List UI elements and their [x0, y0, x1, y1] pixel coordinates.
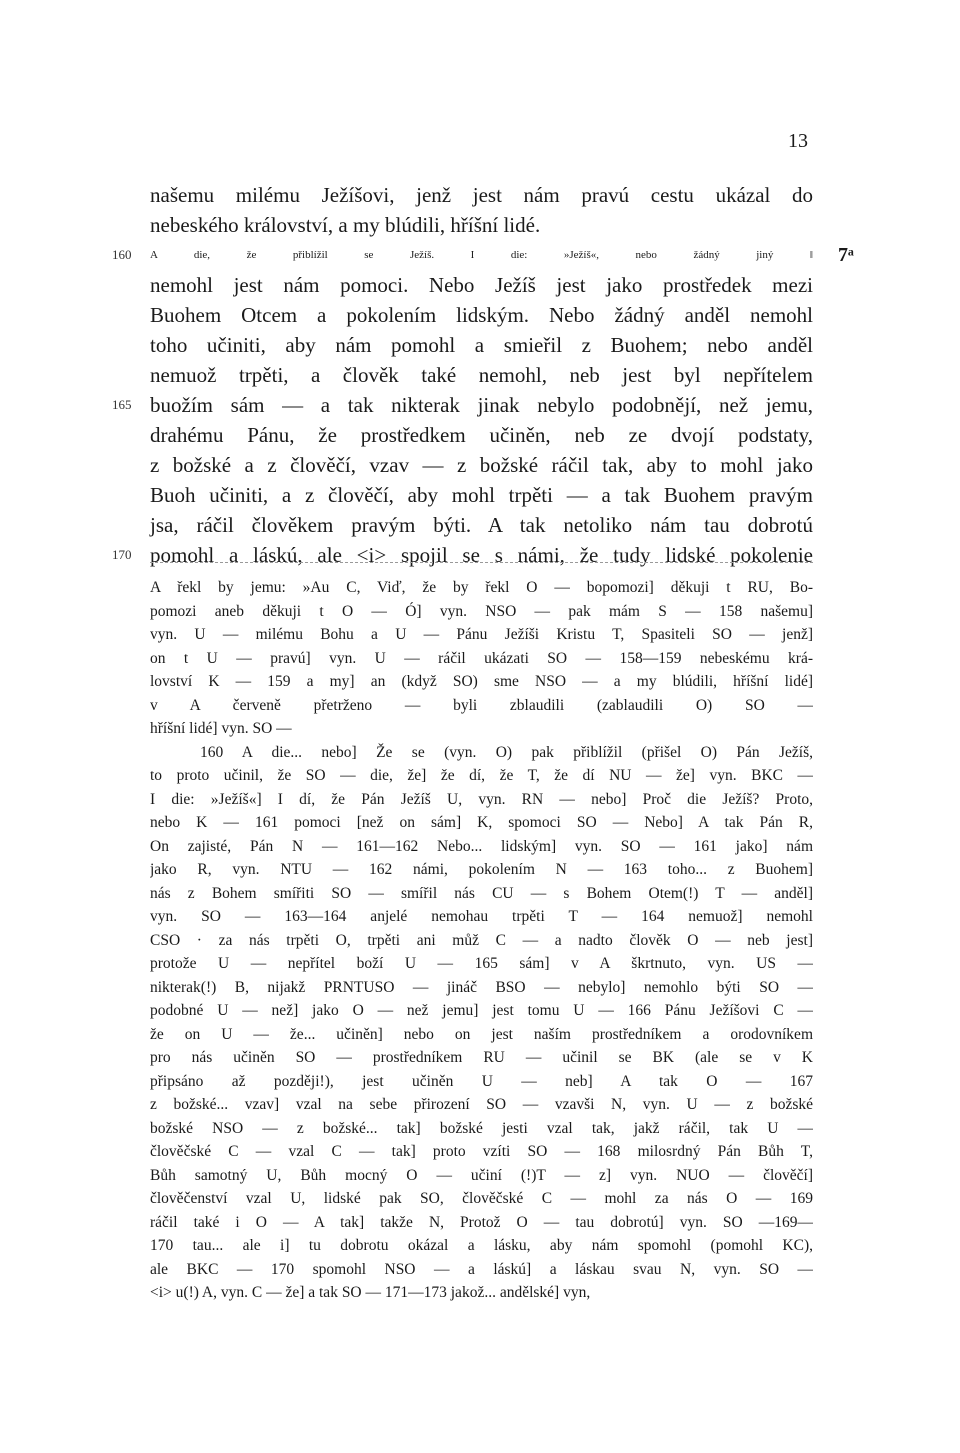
line-text: Buoh učiniti, a z člověčí, aby mohl trpěti — a tak Buohem pravým	[150, 483, 813, 507]
apparatus-line: A řekl by jemu: »Au C, Viď, že by řekl O — bopomozi] děkuji t RU, Bo-	[150, 579, 813, 596]
line-text: toho učiniti, aby nám pomohl a smieřil z Buohem; nebo anděl	[150, 333, 813, 357]
apparatus-line: lovství K — 159 a my] an (když SO) sme NSO — a my blúdili, hříšní lidé]	[150, 673, 813, 690]
apparatus-line: božské NSO — z božské... tak] božské jesti vzal tak, jakž ráčil, tak U —	[150, 1119, 813, 1137]
apparatus-line: CSO · za nás trpěti O, trpěti ani můž C — a nadto člověk O — neb jest]	[150, 931, 813, 949]
apparatus-line: pro nás učiněn SO — prostředníkem RU — učinil se BK (ale se v K	[150, 1049, 813, 1066]
line-text: nebeského království, a my blúdili, hříšní lidé.	[150, 213, 541, 237]
apparatus-line: hříšní lidé] vyn. SO —	[150, 720, 292, 737]
apparatus-line: nikterak(!) B, nijakž PRNTUSO — jináč BSO — nebylo] nemohlo býti SO —	[150, 978, 813, 996]
apparatus-line: ráčil také i O — A tak] takže N, Protož O — tau dobrotú] vyn. SO —169—	[150, 1213, 813, 1231]
apparatus-line: 170 tau... ale i] tu dobrotu okázal a lásku, aby nám spomohl (pomohl KC),	[150, 1237, 813, 1254]
page-number: 13	[788, 130, 808, 152]
text-line	[150, 450, 813, 480]
apparatus-line: připsáno až později!), jest učiněn U — neb] A tak O — 167	[150, 1072, 813, 1090]
apparatus-line: <i> u(!) A, vyn. C — že] a tak SO — 171—173 jakož... andělské] vyn,	[150, 1284, 591, 1301]
text-line	[112, 540, 813, 570]
apparatus-line: nebo K — 161 pomoci [než on sám] K, spomoci SO — Nebo] A tak Pán R,	[150, 814, 813, 831]
apparatus-line: vyn. SO — 163—164 anjelé nemohau trpěti T — 164 nemuož] nemohl	[150, 908, 813, 925]
line-text: z božské a z člověčí, vzav — z božské ráčil tak, aby to mohl jako	[150, 453, 813, 477]
text-line	[150, 480, 813, 510]
line-number: 165	[112, 397, 132, 412]
apparatus-line: pomozi aneb děkuji t O — Ó] vyn. NSO — pak mám S — 158 našemu]	[150, 602, 813, 620]
line-text: nemuož trpěti, a člověk také nemohl, neb jest byl nepřítelem	[150, 363, 813, 387]
text-line	[150, 420, 813, 450]
text-line	[112, 240, 854, 270]
apparatus-line: 160 A die... nebo] Že se (vyn. O) pak přiblížil (přišel O) Pán Ježíš,	[200, 743, 813, 761]
folio-marker: 7ᵃ	[838, 244, 854, 266]
apparatus-line: člověčské C — vzal C — tak] proto vzíti SO — 168 milosrdný Pán Bůh T,	[150, 1143, 813, 1160]
apparatus-line: vyn. U — milému Bohu a U — Pánu Ježíši Kristu T, Spasiteli SO — jenž]	[150, 626, 813, 643]
footnote-divider	[150, 562, 813, 563]
apparatus-line: z božské... vzav] vzal na sebe přirození SO — vzavši N, vyn. U — z božské	[150, 1096, 813, 1113]
text-line	[150, 270, 813, 300]
apparatus-line: to proto učinil, že SO — die, že] že dí, že T, že dí NU — že] vyn. BKC —	[150, 767, 813, 784]
line-text: našemu milému Ježíšovi, jenž jest nám pravú cestu ukázal do	[150, 183, 813, 207]
line-text: A die, že přiblížil se Ježíš. I die: »Ježíš«, nebo žádný jiný ‖	[150, 249, 813, 261]
apparatus-line: v A červeně přetrženo — byli zblaudili (zablaudili O) SO —	[150, 696, 813, 714]
main-text	[112, 180, 854, 570]
critical-apparatus	[150, 576, 813, 1305]
apparatus-line: I die: »Ježíš«] I dí, že Pán Ježíš U, vyn. RN — nebo] Proč die Ježíš? Proto,	[150, 790, 813, 808]
line-text: buožím sám — a tak nikterak jinak nebylo podobnějí, než jemu,	[150, 393, 813, 417]
text-line	[112, 390, 813, 420]
text-line	[150, 360, 813, 390]
line-number: 160	[112, 247, 132, 262]
line-text: nemohl jest nám pomoci. Nebo Ježíš jest jako prostředek mezi	[150, 273, 813, 297]
text-line	[150, 180, 813, 210]
apparatus-line: člověčenství vzal U, lidské pak SO, člověčské C — mohl za nás O — 169	[150, 1190, 813, 1207]
apparatus-line: nás z Bohem smířiti SO — smířil nás CU — s Bohem Otem(!) T — anděl]	[150, 884, 813, 902]
line-text: Buohem Otcem a pokolením lidským. Nebo žádný anděl nemohl	[150, 303, 813, 327]
apparatus-line: podobné U — než] jako O — než jemu] jest tomu U — 166 Pánu Ježíšovi C —	[150, 1002, 813, 1019]
apparatus-line: On zajisté, Pán N — 161—162 Nebo... lidským] vyn. SO — 161 jako] nám	[150, 837, 813, 855]
text-line	[150, 210, 813, 240]
apparatus-line: Bůh samotný U, Bůh mocný O — učiní (!)T — z] vyn. NUO — člověčí]	[150, 1166, 813, 1184]
text-line	[150, 510, 813, 540]
line-text: pomohl a láskú, ale <i> spojil se s námi, že tudy lidské pokolenie	[150, 543, 813, 567]
apparatus-line: protože U — nepřítel boží U — 165 sám] v A škrtnuto, vyn. US —	[150, 955, 813, 972]
line-text: drahému Pánu, že prostředkem učiněn, neb ze dvojí podstaty,	[150, 423, 813, 447]
apparatus-line: že on U — že... učiněn] nebo on jest naším prostředníkem a orodovníkem	[150, 1025, 813, 1043]
text-line	[150, 300, 813, 330]
apparatus-line: jako R, vyn. NTU — 162 námi, pokolením N — 163 toho... z Buohem]	[150, 861, 813, 878]
line-number: 170	[112, 547, 132, 562]
apparatus-line: on t U — pravú] vyn. U — ráčil ukázati SO — 158—159 nebeskému krá-	[150, 649, 813, 667]
text-line	[150, 330, 813, 360]
apparatus-line: ale BKC — 170 spomohl NSO — a láskú] a láskau svau N, vyn. SO —	[150, 1260, 813, 1278]
line-text: jsa, ráčil člověkem pravým býti. A tak netoliko nám tau dobrotú	[150, 513, 813, 537]
